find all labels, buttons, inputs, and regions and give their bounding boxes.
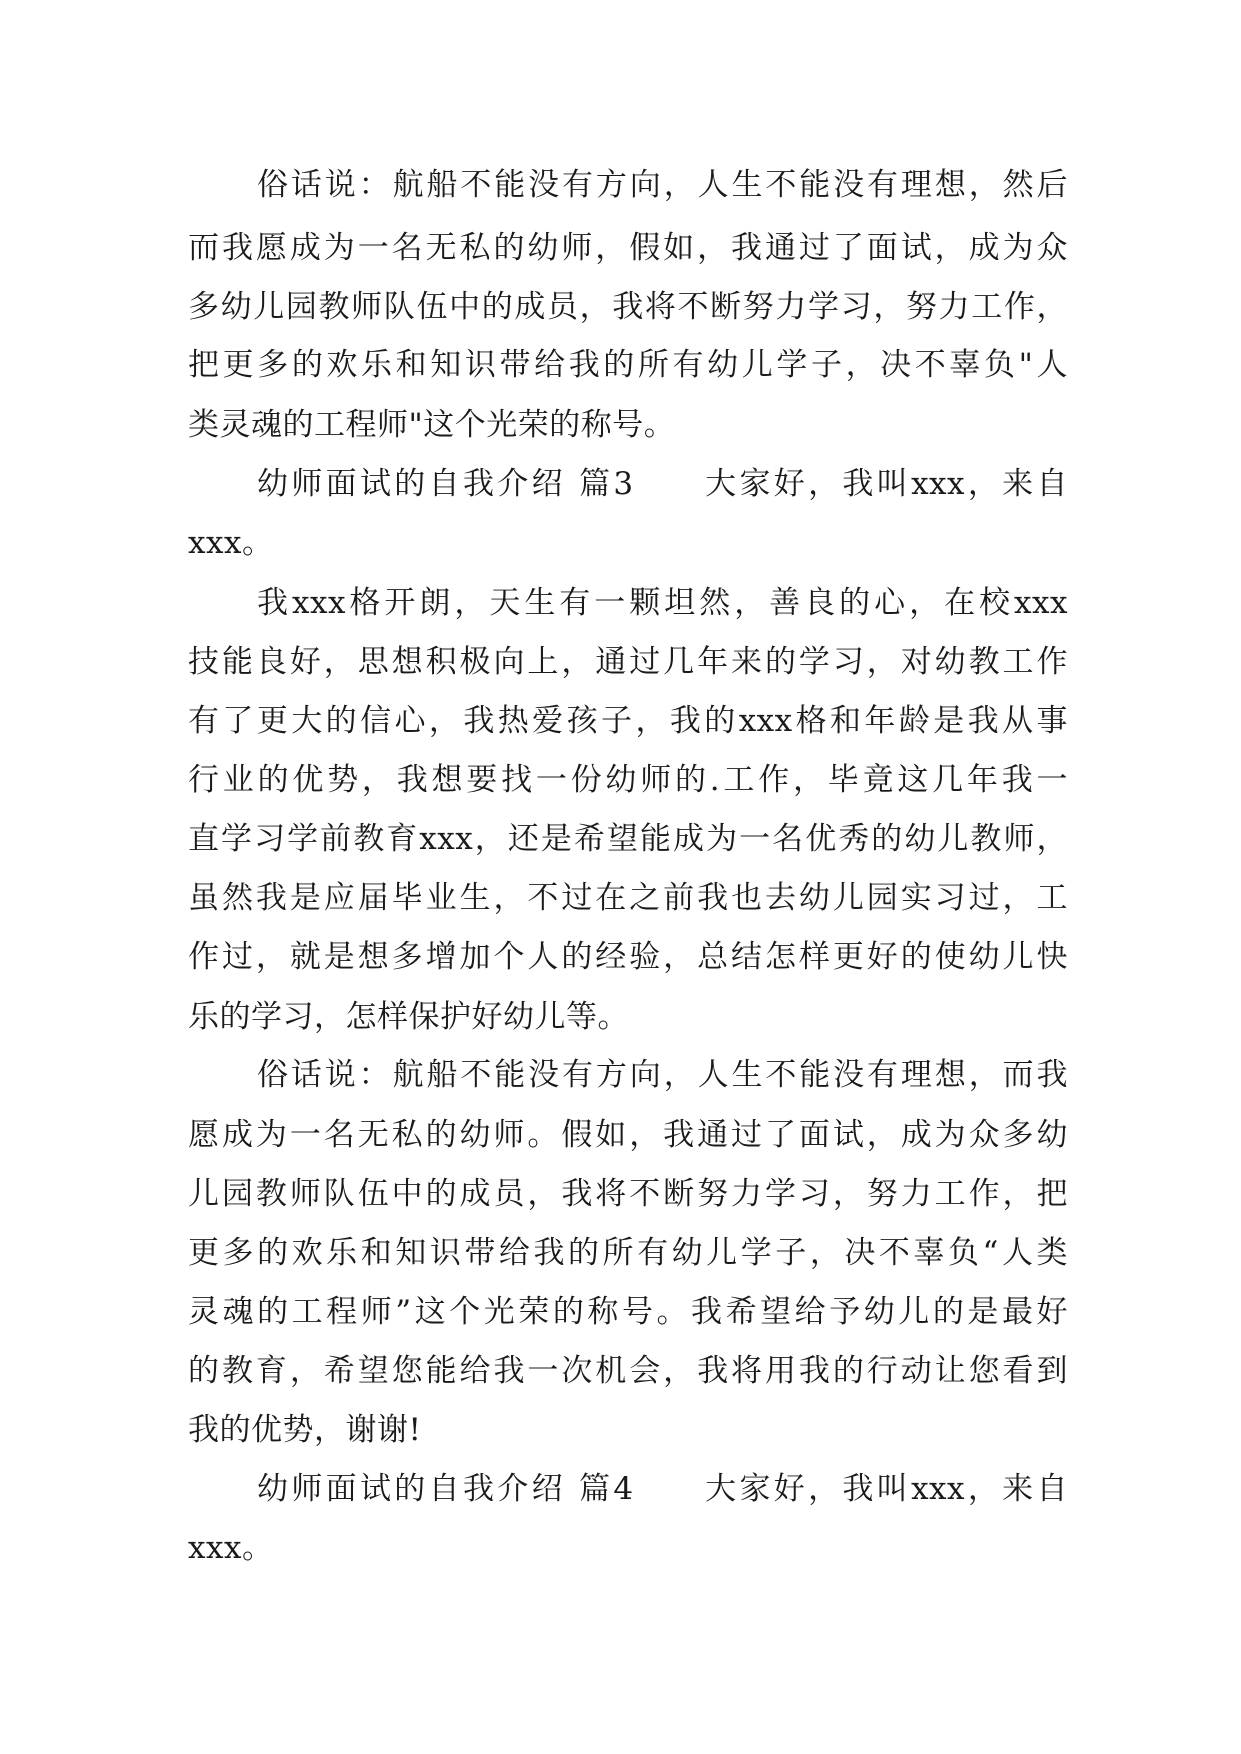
paragraph-line: 的教育，希望您能给我一次机会，我将用我的行动让您看到 bbox=[188, 1353, 1068, 1389]
section-heading-line: 幼师面试的自我介绍 篇4 大家好，我叫xxx，来自 bbox=[257, 1471, 1068, 1507]
paragraph-line: 俗话说：航船不能没有方向，人生不能没有理想，而我 bbox=[257, 1057, 1068, 1093]
paragraph-line: 虽然我是应届毕业生，不过在之前我也去幼儿园实习过，工 bbox=[188, 880, 1068, 916]
paragraph-line: 类灵魂的工程师"这个光荣的称号。 bbox=[188, 407, 676, 443]
paragraph-line: 更多的欢乐和知识带给我的所有幼儿学子，决不辜负“人类 bbox=[188, 1235, 1068, 1271]
paragraph-line: 乐的学习，怎样保护好幼儿等。 bbox=[188, 999, 629, 1035]
paragraph-line: 把更多的欢乐和知识带给我的所有幼儿学子，决不辜负"人 bbox=[188, 347, 1068, 383]
paragraph-line: xxx。 bbox=[188, 525, 274, 561]
paragraph-line: 多幼儿园教师队伍中的成员，我将不断努力学习，努力工作， bbox=[188, 289, 1068, 325]
paragraph-line: 有了更大的信心，我热爱孩子，我的xxx格和年龄是我从事 bbox=[188, 703, 1068, 739]
paragraph-line: 儿园教师队伍中的成员，我将不断努力学习，努力工作，把 bbox=[188, 1176, 1068, 1212]
paragraph-line: 我xxx格开朗，天生有一颗坦然，善良的心，在校xxx bbox=[257, 585, 1068, 621]
section-heading-line: 幼师面试的自我介绍 篇3 大家好，我叫xxx，来自 bbox=[257, 466, 1068, 502]
paragraph-line: 我的优势，谢谢! bbox=[188, 1412, 422, 1448]
paragraph-line: 行业的优势，我想要找一份幼师的.工作，毕竟这几年我一 bbox=[188, 762, 1068, 798]
paragraph-line: 而我愿成为一名无私的幼师，假如，我通过了面试，成为众 bbox=[188, 230, 1068, 266]
paragraph-line: 灵魂的工程师”这个光荣的称号。我希望给予幼儿的是最好 bbox=[188, 1294, 1068, 1330]
paragraph-line: 作过，就是想多增加个人的经验，总结怎样更好的使幼儿快 bbox=[188, 939, 1068, 975]
paragraph-line: 技能良好，思想积极向上，通过几年来的学习，对幼教工作 bbox=[188, 644, 1068, 680]
paragraph-line: 愿成为一名无私的幼师。假如，我通过了面试，成为众多幼 bbox=[188, 1117, 1068, 1153]
paragraph-line: 直学习学前教育xxx，还是希望能成为一名优秀的幼儿教师， bbox=[188, 821, 1068, 857]
paragraph-line: 俗话说：航船不能没有方向，人生不能没有理想，然后 bbox=[257, 167, 1068, 203]
paragraph-line: xxx。 bbox=[188, 1530, 274, 1566]
